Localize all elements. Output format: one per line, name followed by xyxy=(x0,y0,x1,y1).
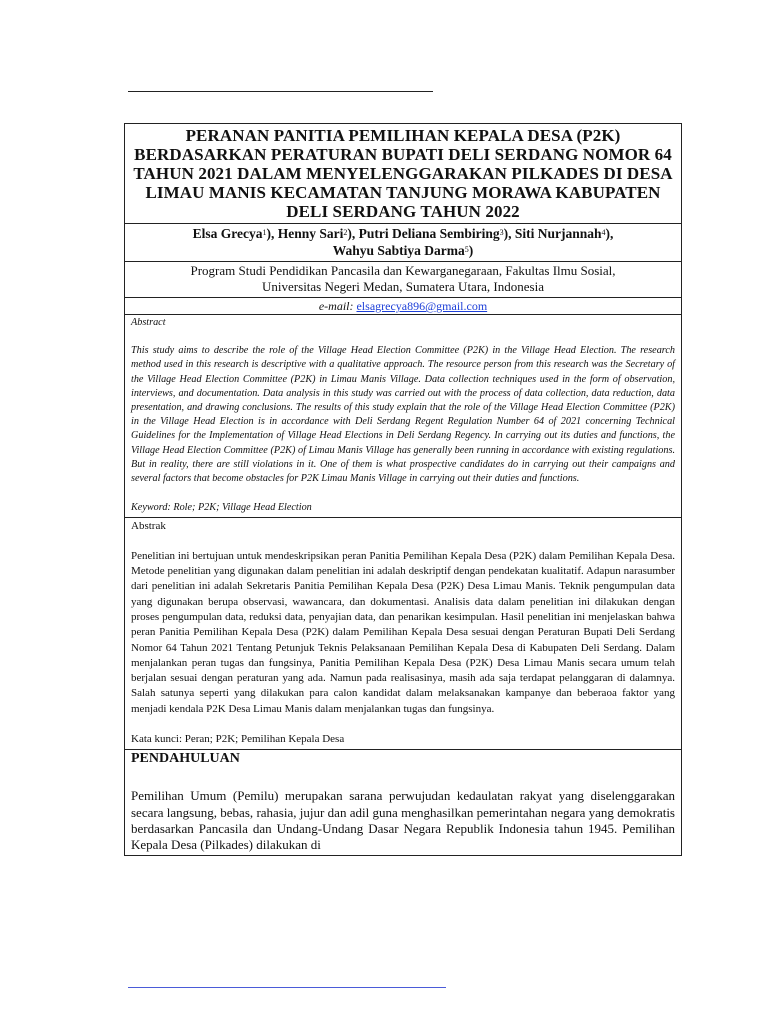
author-2: Henny Sari$^2$), xyxy=(277,226,359,241)
abstract-body: This study aims to describe the role of the Village Head Election Committee (P2K) in the Village Head Election. The research method used in this research is descriptive with a qualitative approach. The resource person from this research was the Secretary of the Village Head Election Committee (P2K) in Limau Manis Village. Data collection techniques used in the form of observation, interviews, and documentation. Data analysis in this study was carried out with the process of data collection, data reduction, data presentation, and drawing conclusions. The results of this study explain that the role of the Village Head Election Committee (P2K) in the Village Head Election is in accordance with Deli Serdang Regent Regulation Number 64 of 2021 concerning Technical Guidelines for the Implementation of Village Head Elections in Deli Serdang Regency. In carrying out its duties and functions, the Village Head Election Committee (P2K) of Limau Manis Village has generally been running in accordance with existing regulations. But in reality, there are still violations in it. One of them is what prospective candidates do in carrying out their campaigns and several factors that become obstacles for P2K Limau Manis Village in carrying out their duties and functions. xyxy=(131,345,675,485)
paper-front-matter xyxy=(124,123,682,856)
keywords: Keyword: Role; P2K; Village Head Election xyxy=(131,502,312,514)
kata-kunci: Kata kunci: Peran; P2K; Pemilihan Kepala Desa xyxy=(131,733,345,745)
affiliation-line-2: Universitas Negeri Medan, Sumatera Utara, Indonesia xyxy=(262,279,544,294)
author-list xyxy=(125,224,681,262)
author-1: Elsa Grecya$^1$), xyxy=(192,226,278,241)
author-5: Wahyu Sabtiya Darma$^5$) xyxy=(332,243,474,258)
abstrak-body: Penelitian ini bertujuan untuk mendeskripsikan peran Panitia Pemilihan Kepala Desa (P2K) dalam Pemilihan Kepala Desa. Metode penelitian yang digunakan dalam penelitian ini adalah deskriptif dengan pendekatan kualitatif. Adapun narasumber dari penelitian ini adalah Sekretaris Panitia Pemilihan Kepala Desa (P2K) Desa Limau Manis. Teknik pengumpulan data yang digunakan berupa observasi, wawancara, dan dokumentasi. Analisis data dalam penelitian ini dilakukan dengan proses pengumpulan data, reduksi data, penyajian data, dan penarikan kesimpulan. Hasil penelitian ini menjelaskan bahwa peran Panitia Pemilihan Kepala Desa (P2K) dalam Pemilihan Kepala Desa sesuai dengan Peraturan Bupati Deli Serdang Nomor 64 Tahun 2021 Tentang Petunjuk Teknis Pelaksanaan Pemilihan Kepala Desa di Kabupaten Deli Serdang. Dalam menjalankan peran tugas dan fungsinya, Panitia Pemilihan Kepala Desa (P2K) Desa Limau Manis secara umum telah berjalan sesuai dengan peraturan yang ada. Namun pada realisasinya, masih ada saja terdapat pelanggaran di dalamnya. Salah satunya seperti yang dilakukan para calon kandidat dalam melaksanakan kampanye dan beberaoa faktor yang menjadi kendala P2K Desa Limau Manis dalam menjalankan tugas dan fungsinya. xyxy=(131,549,675,715)
email-label: e-mail: xyxy=(318,299,354,313)
header-rule xyxy=(128,91,433,92)
affiliation-line-1: Program Studi Pendidikan Pancasila dan Kewarganegaraan, Fakultas Ilmu Sosial, xyxy=(190,263,616,278)
introduction-section xyxy=(125,750,681,855)
footer-rule xyxy=(128,987,446,988)
author-4: Siti Nurjannah$^4$), xyxy=(514,226,614,241)
section-heading: PENDAHULUAN xyxy=(131,751,240,767)
abstract-english xyxy=(125,315,681,518)
section-body: Pemilihan Umum (Pemilu) merupakan sarana perwujudan kedaulatan rakyat yang diselenggarakan secara langsung, bebas, rahasia, jujur dan adil guna menghasilkan pemerintahan negara yang demokratis berdasarkan Pancasila dan Undang-Undang Dasar Negara Republik Indonesia tahun 1945. Pemilihan Kepala Desa (Pilkades) dilakukan di xyxy=(131,788,675,853)
email-link[interactable]: elsagrecya896@gmail.com xyxy=(356,299,488,313)
abstract-indonesian xyxy=(125,518,681,750)
author-3: Putri Deliana Sembiring$^3$), xyxy=(358,226,515,241)
abstrak-heading: Abstrak xyxy=(131,520,166,533)
affiliation xyxy=(125,262,681,298)
contact-email xyxy=(125,298,681,315)
abstract-heading: Abstract xyxy=(131,317,166,328)
paper-title: PERANAN PANITIA PEMILIHAN KEPALA DESA (P2K) BERDASARKAN PERATURAN BUPATI DELI SERDANG NOMOR 64 TAHUN 2021 DALAM MENYELENGGARAKAN PILKADES DI DESA LIMAU MANIS KECAMATAN TANJUNG MORAWA KABUPATEN DELI SERDANG TAHUN 2022 xyxy=(125,124,681,224)
